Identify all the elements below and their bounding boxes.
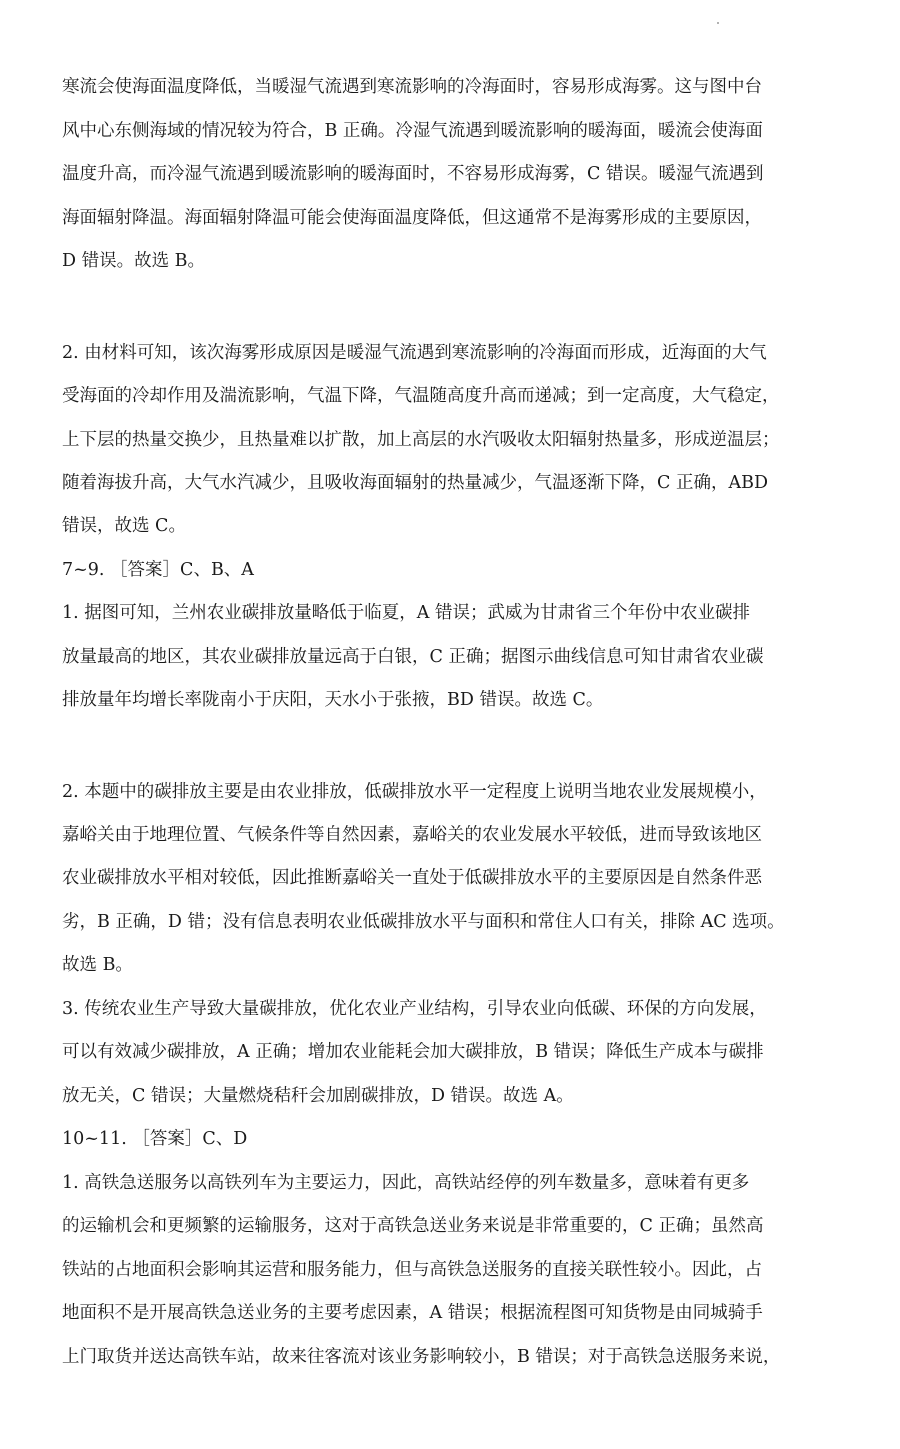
text-line: 随着海拔升高，大气水汽减少，且吸收海面辐射的热量减少，气温逐渐下降，C 正确，ABD	[62, 473, 768, 493]
scan-speck	[717, 22, 719, 24]
text-line: 2. 本题中的碳排放主要是由农业排放，低碳排放水平一定程度上说明当地农业发展规模小，	[62, 782, 767, 802]
text-line: 可以有效减少碳排放，A 正确；增加农业能耗会加大碳排放，B 错误；降低生产成本与碳排	[62, 1042, 764, 1062]
text-line: 劣，B 正确，D 错；没有信息表明农业低碳排放水平与面积和常住人口有关，排除 AC 选项。	[62, 912, 785, 932]
text-line: 铁站的占地面积会影响其运营和服务能力，但与高铁急送服务的直接关联性较小。因此，占	[62, 1260, 762, 1280]
answer-heading: 10~11. ［答案］C、D	[62, 1129, 248, 1149]
text-line: 温度升高，而冷湿气流遇到暖流影响的暖海面时，不容易形成海雾，C 错误。暖湿气流遇到	[62, 164, 764, 184]
text-line: 嘉峪关由于地理位置、气候条件等自然因素，嘉峪关的农业发展水平较低，进而导致该地区	[62, 825, 762, 845]
text-line: 1. 高铁急送服务以高铁列车为主要运力，因此，高铁站经停的列车数量多，意味着有更多	[62, 1173, 750, 1193]
text-line: 农业碳排放水平相对较低，因此推断嘉峪关一直处于低碳排放水平的主要原因是自然条件恶	[62, 868, 762, 888]
text-line: 的运输机会和更频繁的运输服务，这对于高铁急送业务来说是非常重要的，C 正确；虽然高	[62, 1216, 764, 1236]
text-line: 故选 B。	[62, 955, 133, 975]
text-line: 错误，故选 C。	[62, 516, 186, 536]
answer-heading: 7~9. ［答案］C、B、A	[62, 560, 254, 580]
text-line: 海面辐射降温。海面辐射降温可能会使海面温度降低，但这通常不是海雾形成的主要原因，	[62, 208, 762, 228]
text-line: 寒流会使海面温度降低，当暖湿气流遇到寒流影响的冷海面时，容易形成海雾。这与图中台	[62, 77, 762, 97]
text-line: 上下层的热量交换少，且热量难以扩散，加上高层的水汽吸收太阳辐射热量多，形成逆温层；	[62, 430, 780, 450]
text-line: 上门取货并送达高铁车站，故来往客流对该业务影响较小，B 错误；对于高铁急送服务来说，	[62, 1347, 781, 1367]
text-line: 放无关，C 错误；大量燃烧秸秆会加剧碳排放，D 错误。故选 A。	[62, 1086, 574, 1106]
text-line: 2. 由材料可知，该次海雾形成原因是暖湿气流遇到寒流影响的冷海面而形成，近海面的大气	[62, 343, 767, 363]
text-line: 3. 传统农业生产导致大量碳排放，优化农业产业结构，引导农业向低碳、环保的方向发展，	[62, 999, 767, 1019]
text-line: 地面积不是开展高铁急送业务的主要考虑因素，A 错误；根据流程图可知货物是由同城骑手	[62, 1303, 763, 1323]
text-line: D 错误。故选 B。	[62, 251, 206, 271]
text-line: 1. 据图可知，兰州农业碳排放量略低于临夏，A 错误；武威为甘肃省三个年份中农业碳排	[62, 603, 750, 623]
text-line: 放量最高的地区，其农业碳排放量远高于白银，C 正确；据图示曲线信息可知甘肃省农业碳	[62, 647, 764, 667]
text-line: 受海面的冷却作用及湍流影响，气温下降，气温随高度升高而递减；到一定高度，大气稳定，	[62, 386, 780, 406]
text-line: 排放量年均增长率陇南小于庆阳，天水小于张掖，BD 错误。故选 C。	[62, 690, 604, 710]
text-line: 风中心东侧海域的情况较为符合，B 正确。冷湿气流遇到暖流影响的暖海面，暖流会使海面	[62, 121, 763, 141]
